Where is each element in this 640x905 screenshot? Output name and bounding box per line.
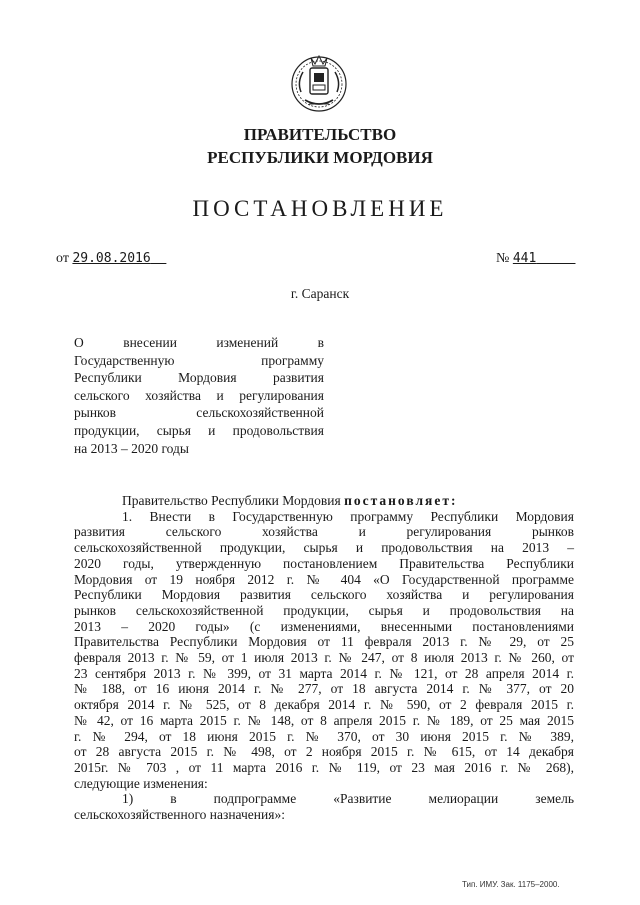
body-line: развития сельского хозяйства и регулирования рынков bbox=[74, 524, 574, 540]
intro-action: постановляет: bbox=[344, 493, 458, 508]
print-note: Тип. ИМУ. Зак. 1175–2000. bbox=[462, 880, 560, 889]
government-title-line2: РЕСПУБЛИКИ МОРДОВИЯ bbox=[207, 148, 433, 167]
body-line: октября 2014 г. № 525, от 8 декабря 2014 г. № 590, от 2 февраля 2015 г. bbox=[74, 697, 574, 713]
document-date bbox=[56, 250, 166, 268]
subject-line: Государственную программу bbox=[74, 352, 324, 368]
subject-line: продукции, сырья и продовольствия bbox=[74, 422, 324, 438]
body-line: сельскохозяйственной продукции, сырья и продовольствия на 2013 – bbox=[74, 540, 574, 556]
number-prefix: № bbox=[496, 251, 510, 266]
coat-of-arms-icon bbox=[287, 52, 351, 114]
document-number bbox=[496, 250, 575, 268]
body-line: № 42, от 16 марта 2015 г. № 148, от 8 апреля 2015 г. № 189, от 25 мая 2015 bbox=[74, 712, 574, 728]
date-value: 29.08.2016 bbox=[72, 251, 151, 266]
government-title-line1: ПРАВИТЕЛЬСТВО bbox=[243, 125, 397, 144]
body-line: февраля 2013 г. № 59, от 1 июля 2013 г. № 247, от 8 июля 2013 г. № 260, от bbox=[74, 650, 574, 666]
document-body bbox=[74, 493, 574, 823]
document-type-title: ПОСТАНОВЛЕНИЕ bbox=[192, 196, 448, 221]
date-prefix: от bbox=[56, 251, 69, 266]
subject-line: на 2013 – 2020 годы bbox=[74, 440, 189, 456]
subject-line: О внесении изменений в bbox=[74, 335, 324, 350]
body-line: сельскохозяйственного назначения»: bbox=[74, 807, 285, 823]
intro-text: Правительство Республики Мордовия bbox=[122, 493, 341, 508]
body-line: 2013 – 2020 годы» (с изменениями, внесенными постановлениями bbox=[74, 618, 574, 634]
number-underline-pad bbox=[536, 251, 575, 266]
document-subject bbox=[74, 334, 324, 457]
body-line: Мордовия от 19 ноября 2012 г. № 404 «О Государственной программе bbox=[74, 571, 574, 587]
subject-line: сельского хозяйства и регулирования bbox=[74, 387, 324, 403]
date-underline-pad bbox=[151, 251, 167, 266]
number-value: 441 bbox=[512, 251, 537, 266]
body-line: 1. Внести в Государственную программу Республики Мордовия bbox=[122, 508, 574, 524]
body-line: рынков сельскохозяйственной продукции, сырья и продовольствия на bbox=[74, 602, 574, 618]
body-intro bbox=[74, 493, 574, 509]
city: г. Саранск bbox=[290, 286, 350, 301]
body-line: Правительства Республики Мордовия от 11 февраля 2013 г. № 29, от 25 bbox=[74, 634, 574, 650]
body-line: 2020 годы, утвержденную постановлением Правительства Республики bbox=[74, 555, 574, 571]
body-line: следующие изменения: bbox=[74, 775, 208, 791]
subject-line: Республики Мордовия развития bbox=[74, 370, 324, 386]
subject-line: рынков сельскохозяйственной bbox=[74, 405, 324, 421]
body-line: г. № 294, от 18 июня 2015 г. № 370, от 30 июня 2015 г. № 389, bbox=[74, 728, 574, 744]
body-line: 2015г. № 703 , от 11 марта 2016 г. № 119, от 23 мая 2016 г. № 268), bbox=[74, 759, 574, 775]
body-line: от 28 августа 2015 г. № 498, от 2 ноября 2015 г. № 615, от 14 декабря bbox=[74, 744, 574, 760]
body-line: 1) в подпрограмме «Развитие мелиорации земель bbox=[122, 791, 574, 807]
body-line: 23 сентября 2013 г. № 399, от 31 марта 2014 г. № 121, от 28 апреля 2014 г. bbox=[74, 665, 574, 681]
body-line: № 188, от 16 июня 2014 г. № 277, от 18 августа 2014 г. № 377, от 20 bbox=[74, 681, 574, 697]
body-line: Республики Мордовия развития сельского хозяйства и регулирования bbox=[74, 587, 574, 603]
